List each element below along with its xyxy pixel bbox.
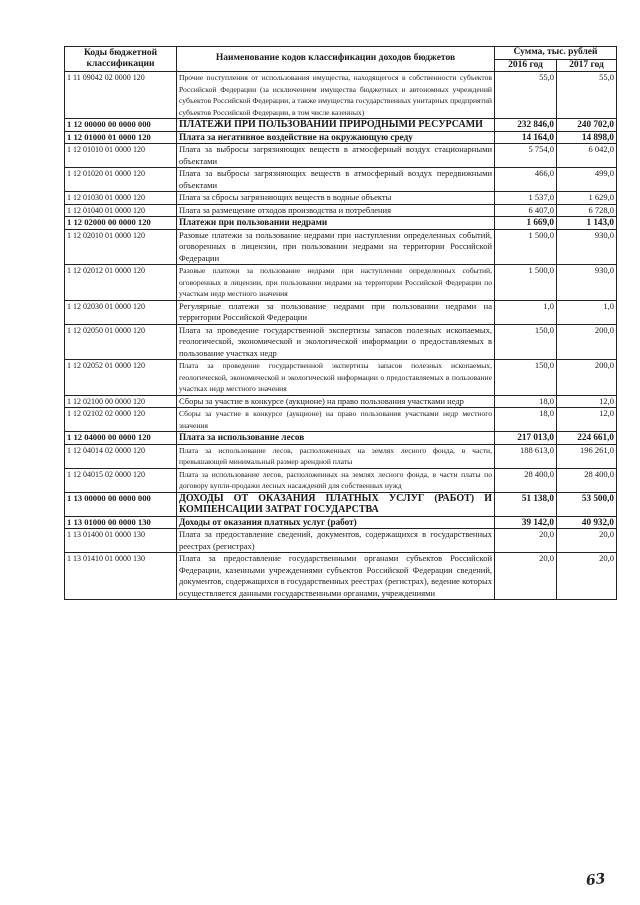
row-value-2017: 20,0: [557, 529, 617, 553]
row-name: Регулярные платежи за пользование недрами при пользовании недрами на территории Российской Федерации: [177, 300, 495, 324]
row-name: Плата за предоставление государственными органами субъектов Российской Федерации, казенными учреждениями субъектов Российской Федерации сведений, документов, содержащихся в государственных реестрах (регистрах), ведение которых осуществляется данными государственными органами, учреждениями: [177, 553, 495, 600]
row-value-2016: 20,0: [495, 529, 557, 553]
row-code: 1 12 01020 01 0000 120: [65, 168, 177, 192]
row-code: 1 12 01000 01 0000 120: [65, 131, 177, 144]
row-value-2017: 930,0: [557, 229, 617, 265]
row-code: 1 13 01410 01 0000 130: [65, 553, 177, 600]
row-value-2016: 466,0: [495, 168, 557, 192]
row-value-2016: 217 013,0: [495, 432, 557, 445]
row-value-2016: 51 138,0: [495, 492, 557, 516]
row-value-2017: 499,0: [557, 168, 617, 192]
row-value-2017: 55,0: [557, 72, 617, 119]
row-name: Плата за выбросы загрязняющих веществ в атмосферный воздух стационарными объектами: [177, 144, 495, 168]
row-code: 1 11 09042 02 0000 120: [65, 72, 177, 119]
table-row: [65, 395, 617, 408]
header-year-2017: 2017 год: [557, 59, 617, 72]
row-value-2017: 224 661,0: [557, 432, 617, 445]
row-value-2017: 1,0: [557, 300, 617, 324]
row-value-2016: 18,0: [495, 395, 557, 408]
row-code: 1 12 01030 01 0000 120: [65, 192, 177, 205]
row-value-2017: 240 702,0: [557, 119, 617, 132]
row-value-2016: 150,0: [495, 360, 557, 396]
row-name: Прочие поступления от использования имущества, находящегося в собственности субъектов Российской Федерации (за исключением имущества бюджетных и автономных учреждений субъектов Российской Федерации, а также имущества государственных унитарных предприятий субъектов Российской Федерации, в том числе казенных): [177, 72, 495, 119]
row-code: 1 12 02102 02 0000 120: [65, 408, 177, 432]
row-name: Плата за проведение государственной экспертизы запасов полезных ископаемых, геологической, экономической и экологической информации о предоставляемых в пользование участках недр местного значения: [177, 360, 495, 396]
row-value-2016: 1,0: [495, 300, 557, 324]
row-code: 1 12 02050 01 0000 120: [65, 324, 177, 360]
row-value-2016: 1 669,0: [495, 217, 557, 230]
table-row: [65, 324, 617, 360]
row-value-2017: 200,0: [557, 360, 617, 396]
row-value-2017: 53 500,0: [557, 492, 617, 516]
table-row: [65, 444, 617, 468]
row-name: Плата за использование лесов, расположенных на землях лесного фонда, в части платы по договору купли-продажи лесных насаждений для собственных нужд: [177, 468, 495, 492]
table-row: [65, 192, 617, 205]
table-row: [65, 265, 617, 301]
row-value-2016: 188 613,0: [495, 444, 557, 468]
row-value-2016: 5 754,0: [495, 144, 557, 168]
row-code: 1 12 04000 00 0000 120: [65, 432, 177, 445]
row-name: Доходы от оказания платных услуг (работ): [177, 516, 495, 529]
row-value-2017: 40 932,0: [557, 516, 617, 529]
row-value-2017: 28 400,0: [557, 468, 617, 492]
row-name: Сборы за участие в конкурсе (аукционе) на право пользования участками недр: [177, 395, 495, 408]
row-value-2017: 930,0: [557, 265, 617, 301]
row-code: 1 12 02052 01 0000 120: [65, 360, 177, 396]
row-value-2017: 6 728,0: [557, 204, 617, 217]
row-value-2016: 39 142,0: [495, 516, 557, 529]
table-row: [65, 217, 617, 230]
table-row: [65, 408, 617, 432]
row-name: Плата за сбросы загрязняющих веществ в водные объекты: [177, 192, 495, 205]
row-code: 1 12 04015 02 0000 120: [65, 468, 177, 492]
table-row: [65, 432, 617, 445]
page-number: 63: [584, 870, 607, 890]
table-row: [65, 492, 617, 516]
header-codes: Коды бюджетной классификации: [65, 47, 177, 72]
row-name: ПЛАТЕЖИ ПРИ ПОЛЬЗОВАНИИ ПРИРОДНЫМИ РЕСУРСАМИ: [177, 119, 495, 132]
row-value-2016: 1 500,0: [495, 265, 557, 301]
row-code: 1 12 04014 02 0000 120: [65, 444, 177, 468]
row-value-2017: 14 898,0: [557, 131, 617, 144]
row-value-2017: 6 042,0: [557, 144, 617, 168]
row-code: 1 12 02012 01 0000 120: [65, 265, 177, 301]
row-code: 1 12 01010 01 0000 120: [65, 144, 177, 168]
table-row: [65, 468, 617, 492]
row-name: Плата за использование лесов: [177, 432, 495, 445]
row-code: 1 13 01000 00 0000 130: [65, 516, 177, 529]
row-name: Плата за проведение государственной экспертизы запасов полезных ископаемых, геологической, экономической и экологической информации о предоставляемых в пользование участках недр: [177, 324, 495, 360]
row-code: 1 12 02030 01 0000 120: [65, 300, 177, 324]
table-row: [65, 72, 617, 119]
header-sum: Сумма, тыс. рублей: [495, 47, 617, 60]
row-value-2017: 200,0: [557, 324, 617, 360]
table-row: [65, 553, 617, 600]
row-code: 1 12 00000 00 0000 000: [65, 119, 177, 132]
row-value-2016: 28 400,0: [495, 468, 557, 492]
row-name: ДОХОДЫ ОТ ОКАЗАНИЯ ПЛАТНЫХ УСЛУГ (РАБОТ) И КОМПЕНСАЦИИ ЗАТРАТ ГОСУДАРСТВА: [177, 492, 495, 516]
row-code: 1 12 01040 01 0000 120: [65, 204, 177, 217]
table-row: [65, 300, 617, 324]
table-row: [65, 229, 617, 265]
table-body: [65, 72, 617, 600]
budget-income-table: [64, 46, 617, 600]
row-name: Плата за предоставление сведений, документов, содержащихся в государственных реестрах (регистрах): [177, 529, 495, 553]
row-value-2017: 12,0: [557, 395, 617, 408]
row-name: Плата за использование лесов, расположенных на землях лесного фонда, в части, превышающей минимальный размер арендной платы: [177, 444, 495, 468]
row-code: 1 13 01400 01 0000 130: [65, 529, 177, 553]
row-value-2017: 12,0: [557, 408, 617, 432]
row-value-2017: 1 629,0: [557, 192, 617, 205]
table-row: [65, 144, 617, 168]
row-code: 1 12 02010 01 0000 120: [65, 229, 177, 265]
row-name: Плата за негативное воздействие на окружающую среду: [177, 131, 495, 144]
row-value-2016: 1 500,0: [495, 229, 557, 265]
row-value-2017: 196 261,0: [557, 444, 617, 468]
row-code: 1 13 00000 00 0000 000: [65, 492, 177, 516]
table-row: [65, 119, 617, 132]
row-code: 1 12 02100 00 0000 120: [65, 395, 177, 408]
row-name: Разовые платежи за пользование недрами при наступлении определенных событий, оговоренных в лицензии, при пользовании недрами на территории Российской Федерации: [177, 229, 495, 265]
row-name: Разовые платежи за пользование недрами при наступлении определенных событий, оговоренных в лицензии, при пользовании недрами на территории Российской Федерации по участкам недр местного значения: [177, 265, 495, 301]
table-row: [65, 204, 617, 217]
row-value-2016: 18,0: [495, 408, 557, 432]
row-value-2016: 55,0: [495, 72, 557, 119]
header-year-2016: 2016 год: [495, 59, 557, 72]
row-value-2016: 6 407,0: [495, 204, 557, 217]
row-name: Сборы за участие в конкурсе (аукционе) на право пользования участками недр местного значения: [177, 408, 495, 432]
table-row: [65, 529, 617, 553]
budget-document-page: [64, 46, 616, 600]
table-row: [65, 131, 617, 144]
header-name: Наименование кодов классификации доходов бюджетов: [177, 47, 495, 72]
row-name: Плата за выбросы загрязняющих веществ в атмосферный воздух передвижными объектами: [177, 168, 495, 192]
row-value-2016: 20,0: [495, 553, 557, 600]
row-value-2016: 14 164,0: [495, 131, 557, 144]
row-value-2017: 20,0: [557, 553, 617, 600]
table-row: [65, 360, 617, 396]
row-name: Плата за размещение отходов производства и потребления: [177, 204, 495, 217]
table-row: [65, 516, 617, 529]
row-code: 1 12 02000 00 0000 120: [65, 217, 177, 230]
table-row: [65, 168, 617, 192]
row-value-2016: 150,0: [495, 324, 557, 360]
row-name: Платежи при пользовании недрами: [177, 217, 495, 230]
row-value-2017: 1 143,0: [557, 217, 617, 230]
row-value-2016: 232 846,0: [495, 119, 557, 132]
row-value-2016: 1 537,0: [495, 192, 557, 205]
